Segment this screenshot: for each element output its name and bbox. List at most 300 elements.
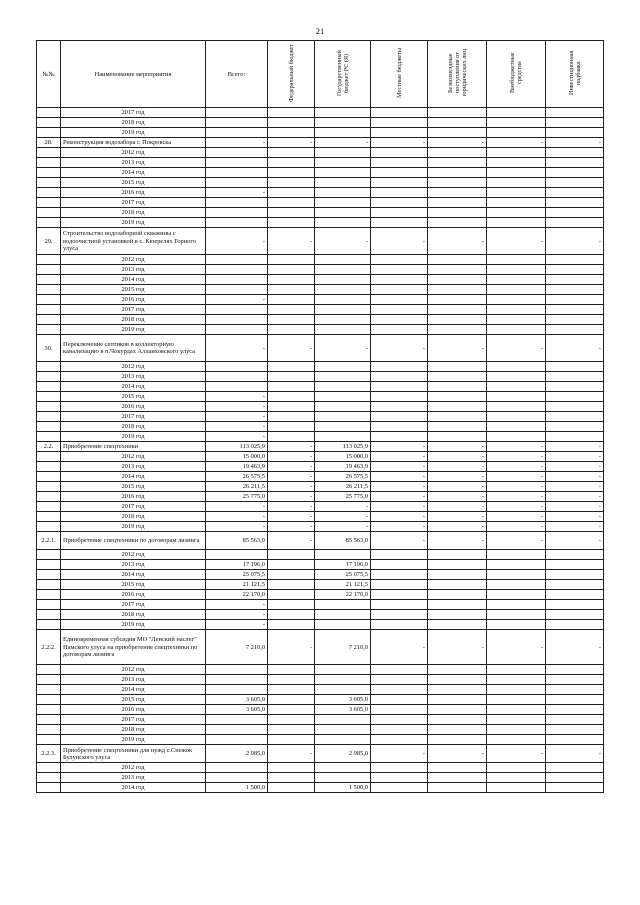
cell-gratuitous (428, 550, 487, 560)
cell-gratuitous (428, 773, 487, 783)
cell-gratuitous: - (428, 228, 487, 255)
cell-federal (268, 580, 315, 590)
cell-investment: - (546, 502, 604, 512)
cell-local (371, 675, 428, 685)
cell-offbudget: - (487, 442, 546, 452)
cell-federal (268, 362, 315, 372)
cell-offbudget: - (487, 512, 546, 522)
cell-total: 2 985,0 (206, 745, 268, 763)
cell-no (37, 295, 61, 305)
cell-investment (546, 128, 604, 138)
cell-state (315, 168, 371, 178)
cell-federal (268, 265, 315, 275)
cell-gratuitous (428, 412, 487, 422)
cell-name: 2012 год (61, 255, 206, 265)
cell-gratuitous (428, 620, 487, 630)
table-row-year (37, 325, 604, 335)
table-row-year (37, 570, 604, 580)
cell-state (315, 432, 371, 442)
table-row-item (37, 228, 604, 255)
cell-federal (268, 372, 315, 382)
cell-total (206, 265, 268, 275)
cell-name: 2013 год (61, 560, 206, 570)
cell-gratuitous (428, 208, 487, 218)
cell-no (37, 522, 61, 532)
cell-name: 2014 год (61, 472, 206, 482)
cell-state (315, 208, 371, 218)
cell-offbudget (487, 402, 546, 412)
cell-offbudget: - (487, 482, 546, 492)
cell-investment: - (546, 492, 604, 502)
table-row-year (37, 482, 604, 492)
cell-total: 3 605,0 (206, 705, 268, 715)
cell-gratuitous (428, 610, 487, 620)
cell-state (315, 255, 371, 265)
cell-investment: - (546, 532, 604, 550)
cell-name: 2012 год (61, 362, 206, 372)
cell-federal (268, 402, 315, 412)
cell-gratuitous (428, 168, 487, 178)
cell-federal (268, 382, 315, 392)
cell-federal (268, 665, 315, 675)
cell-name: 2018 год (61, 315, 206, 325)
cell-federal: - (268, 228, 315, 255)
cell-federal (268, 218, 315, 228)
cell-state (315, 148, 371, 158)
cell-offbudget (487, 705, 546, 715)
cell-state: 3 605,0 (315, 705, 371, 715)
cell-investment (546, 580, 604, 590)
cell-local (371, 560, 428, 570)
cell-investment (546, 675, 604, 685)
cell-federal (268, 412, 315, 422)
cell-gratuitous: - (428, 442, 487, 452)
header-no: №№ (37, 41, 61, 108)
cell-no: 2.2. (37, 442, 61, 452)
table-row-year (37, 392, 604, 402)
cell-investment (546, 118, 604, 128)
cell-total: - (206, 600, 268, 610)
cell-investment (546, 158, 604, 168)
cell-investment (546, 178, 604, 188)
cell-no (37, 108, 61, 118)
cell-name: 2014 год (61, 275, 206, 285)
cell-offbudget (487, 148, 546, 158)
cell-state: 19 463,9 (315, 462, 371, 472)
cell-name: 2013 год (61, 462, 206, 472)
cell-federal (268, 118, 315, 128)
cell-state: - (315, 138, 371, 148)
cell-gratuitous (428, 432, 487, 442)
cell-investment: - (546, 745, 604, 763)
table-row-year (37, 285, 604, 295)
cell-name: 2015 год (61, 285, 206, 295)
cell-total: 85 563,0 (206, 532, 268, 550)
cell-name: 2019 год (61, 218, 206, 228)
cell-no (37, 158, 61, 168)
cell-gratuitous (428, 265, 487, 275)
cell-federal: - (268, 472, 315, 482)
cell-name: 2017 год (61, 108, 206, 118)
cell-local (371, 218, 428, 228)
cell-gratuitous: - (428, 335, 487, 362)
cell-state: 1 500,0 (315, 783, 371, 793)
table-row-year (37, 715, 604, 725)
cell-investment (546, 550, 604, 560)
cell-state (315, 188, 371, 198)
cell-federal (268, 255, 315, 265)
cell-local: - (371, 452, 428, 462)
cell-state: - (315, 502, 371, 512)
cell-name: Строительство водозаборной скважины с водоочистной установкой в с. Кюерелях Горного улуса (61, 228, 206, 255)
cell-name: 2014 год (61, 570, 206, 580)
cell-state (315, 118, 371, 128)
cell-offbudget (487, 372, 546, 382)
table-row-year (37, 295, 604, 305)
cell-total: 17 196,0 (206, 560, 268, 570)
cell-offbudget (487, 590, 546, 600)
cell-federal (268, 188, 315, 198)
cell-no (37, 118, 61, 128)
cell-offbudget (487, 325, 546, 335)
cell-investment (546, 560, 604, 570)
cell-total (206, 773, 268, 783)
cell-state (315, 392, 371, 402)
cell-total: 113 025,9 (206, 442, 268, 452)
cell-gratuitous (428, 665, 487, 675)
cell-gratuitous (428, 158, 487, 168)
cell-name: 2013 год (61, 372, 206, 382)
cell-federal (268, 148, 315, 158)
cell-name: 2017 год (61, 502, 206, 512)
cell-federal (268, 198, 315, 208)
cell-federal (268, 695, 315, 705)
cell-no (37, 620, 61, 630)
cell-investment (546, 148, 604, 158)
cell-state (315, 550, 371, 560)
cell-local (371, 422, 428, 432)
cell-gratuitous (428, 422, 487, 432)
table-row-year (37, 512, 604, 522)
cell-gratuitous (428, 783, 487, 793)
cell-total: - (206, 522, 268, 532)
cell-no (37, 685, 61, 695)
cell-offbudget (487, 783, 546, 793)
cell-local: - (371, 630, 428, 665)
cell-federal (268, 305, 315, 315)
cell-total (206, 128, 268, 138)
cell-federal (268, 432, 315, 442)
table-row-item (37, 532, 604, 550)
cell-federal (268, 128, 315, 138)
cell-offbudget (487, 218, 546, 228)
cell-total: - (206, 138, 268, 148)
cell-total (206, 362, 268, 372)
cell-investment (546, 715, 604, 725)
table-row-year (37, 773, 604, 783)
cell-offbudget: - (487, 138, 546, 148)
cell-no (37, 512, 61, 522)
cell-offbudget (487, 208, 546, 218)
cell-name: 2013 год (61, 265, 206, 275)
table-row-year (37, 705, 604, 715)
cell-no: 2.2.1. (37, 532, 61, 550)
cell-federal (268, 685, 315, 695)
cell-gratuitous (428, 188, 487, 198)
cell-local (371, 178, 428, 188)
cell-name: 2019 год (61, 522, 206, 532)
cell-federal: - (268, 442, 315, 452)
cell-investment (546, 325, 604, 335)
cell-federal: - (268, 452, 315, 462)
cell-investment (546, 620, 604, 630)
cell-no (37, 735, 61, 745)
cell-state: 17 196,0 (315, 560, 371, 570)
table-row-year (37, 402, 604, 412)
cell-name: 2014 год (61, 685, 206, 695)
table-row-year (37, 208, 604, 218)
cell-gratuitous (428, 108, 487, 118)
table-row-year (37, 725, 604, 735)
cell-offbudget (487, 275, 546, 285)
cell-state (315, 178, 371, 188)
cell-gratuitous (428, 315, 487, 325)
cell-no: 2.2.2. (37, 630, 61, 665)
cell-no (37, 148, 61, 158)
table-row-year (37, 218, 604, 228)
cell-no (37, 725, 61, 735)
cell-federal: - (268, 502, 315, 512)
table-row-year (37, 108, 604, 118)
table-row-year (37, 695, 604, 705)
cell-name: Единовременная субсидия МО "Ленский наслег" Намского улуса на приобретение спецтехники по договорам лизинга (61, 630, 206, 665)
cell-name: 2016 год (61, 188, 206, 198)
cell-gratuitous (428, 295, 487, 305)
cell-no: 30. (37, 335, 61, 362)
cell-federal (268, 610, 315, 620)
cell-offbudget: - (487, 745, 546, 763)
table-row-year (37, 305, 604, 315)
cell-federal (268, 285, 315, 295)
cell-investment: - (546, 462, 604, 472)
cell-no (37, 550, 61, 560)
table-row-year (37, 315, 604, 325)
cell-name: 2012 год (61, 148, 206, 158)
cell-name: 2017 год (61, 715, 206, 725)
cell-total (206, 198, 268, 208)
cell-investment (546, 402, 604, 412)
cell-federal (268, 168, 315, 178)
cell-federal: - (268, 138, 315, 148)
cell-offbudget: - (487, 228, 546, 255)
cell-name: Реконструкция водозабора г. Покровска (61, 138, 206, 148)
table-row-year (37, 522, 604, 532)
cell-state (315, 295, 371, 305)
cell-investment (546, 305, 604, 315)
cell-federal (268, 570, 315, 580)
cell-total: 25 775,0 (206, 492, 268, 502)
cell-state (315, 158, 371, 168)
cell-gratuitous (428, 402, 487, 412)
cell-local (371, 725, 428, 735)
cell-investment (546, 665, 604, 675)
cell-offbudget: - (487, 492, 546, 502)
cell-investment (546, 315, 604, 325)
cell-federal (268, 325, 315, 335)
cell-state (315, 402, 371, 412)
cell-offbudget (487, 550, 546, 560)
cell-total (206, 108, 268, 118)
cell-local: - (371, 482, 428, 492)
cell-federal (268, 178, 315, 188)
cell-offbudget (487, 265, 546, 275)
cell-local (371, 773, 428, 783)
cell-investment: - (546, 630, 604, 665)
cell-state (315, 725, 371, 735)
cell-gratuitous (428, 695, 487, 705)
table-row-year (37, 118, 604, 128)
cell-investment: - (546, 335, 604, 362)
cell-federal (268, 620, 315, 630)
cell-offbudget (487, 422, 546, 432)
cell-total: - (206, 392, 268, 402)
cell-gratuitous: - (428, 502, 487, 512)
cell-offbudget (487, 295, 546, 305)
cell-no (37, 412, 61, 422)
cell-local (371, 715, 428, 725)
table-row-year (37, 432, 604, 442)
cell-total: - (206, 295, 268, 305)
cell-state (315, 715, 371, 725)
cell-federal (268, 208, 315, 218)
cell-offbudget (487, 725, 546, 735)
cell-gratuitous (428, 735, 487, 745)
cell-no (37, 665, 61, 675)
cell-no (37, 763, 61, 773)
cell-offbudget (487, 255, 546, 265)
cell-total: - (206, 512, 268, 522)
cell-federal: - (268, 335, 315, 362)
cell-gratuitous: - (428, 462, 487, 472)
cell-state (315, 218, 371, 228)
cell-gratuitous (428, 763, 487, 773)
cell-state (315, 763, 371, 773)
cell-no (37, 695, 61, 705)
cell-gratuitous: - (428, 522, 487, 532)
cell-no (37, 265, 61, 275)
cell-name: 2015 год (61, 178, 206, 188)
cell-investment (546, 208, 604, 218)
cell-name: Переключение септиков в коллекторную канализацию в п.Чокурдах Аллаиховского улуса (61, 335, 206, 362)
cell-federal (268, 735, 315, 745)
cell-local (371, 208, 428, 218)
cell-gratuitous (428, 600, 487, 610)
cell-name: 2016 год (61, 705, 206, 715)
cell-name: 2017 год (61, 412, 206, 422)
cell-gratuitous (428, 560, 487, 570)
table-row-year (37, 372, 604, 382)
cell-offbudget (487, 560, 546, 570)
cell-federal (268, 783, 315, 793)
cell-local (371, 695, 428, 705)
cell-state: 113 025,9 (315, 442, 371, 452)
cell-no (37, 168, 61, 178)
cell-local (371, 735, 428, 745)
cell-federal: - (268, 630, 315, 665)
table-row-item (37, 442, 604, 452)
cell-local (371, 362, 428, 372)
cell-total (206, 372, 268, 382)
cell-name: 2013 год (61, 675, 206, 685)
cell-gratuitous (428, 372, 487, 382)
cell-gratuitous: - (428, 512, 487, 522)
cell-total: 26 211,5 (206, 482, 268, 492)
table-row-year (37, 275, 604, 285)
cell-gratuitous: - (428, 630, 487, 665)
cell-state (315, 685, 371, 695)
header-offbudget: Внебюджетные средства (487, 41, 546, 108)
cell-no (37, 285, 61, 295)
cell-investment (546, 108, 604, 118)
cell-state: 2 985,0 (315, 745, 371, 763)
cell-state (315, 285, 371, 295)
cell-local (371, 665, 428, 675)
table-row-year (37, 502, 604, 512)
cell-total: 15 000,0 (206, 452, 268, 462)
cell-total: - (206, 502, 268, 512)
cell-name: 2014 год (61, 168, 206, 178)
cell-investment (546, 610, 604, 620)
cell-federal (268, 600, 315, 610)
cell-no (37, 402, 61, 412)
cell-name: 2018 год (61, 422, 206, 432)
cell-name: 2013 год (61, 158, 206, 168)
cell-name: 2016 год (61, 492, 206, 502)
cell-total: 1 500,0 (206, 783, 268, 793)
cell-name: 2019 год (61, 325, 206, 335)
cell-gratuitous: - (428, 472, 487, 482)
cell-gratuitous (428, 198, 487, 208)
cell-no (37, 560, 61, 570)
table-row-year (37, 178, 604, 188)
cell-investment (546, 773, 604, 783)
table-row-year (37, 763, 604, 773)
cell-investment (546, 198, 604, 208)
cell-no (37, 452, 61, 462)
cell-local (371, 255, 428, 265)
table-row-item (37, 745, 604, 763)
cell-local (371, 285, 428, 295)
cell-gratuitous (428, 392, 487, 402)
cell-total (206, 158, 268, 168)
cell-gratuitous (428, 715, 487, 725)
cell-total: 3 605,0 (206, 695, 268, 705)
cell-total: - (206, 610, 268, 620)
cell-investment (546, 685, 604, 695)
cell-local (371, 432, 428, 442)
cell-state: 15 000,0 (315, 452, 371, 462)
cell-no (37, 382, 61, 392)
cell-no (37, 208, 61, 218)
cell-investment (546, 392, 604, 402)
cell-local (371, 412, 428, 422)
cell-investment (546, 695, 604, 705)
table-row-year (37, 265, 604, 275)
cell-local (371, 168, 428, 178)
cell-name: 2017 год (61, 198, 206, 208)
cell-investment (546, 188, 604, 198)
cell-gratuitous (428, 218, 487, 228)
